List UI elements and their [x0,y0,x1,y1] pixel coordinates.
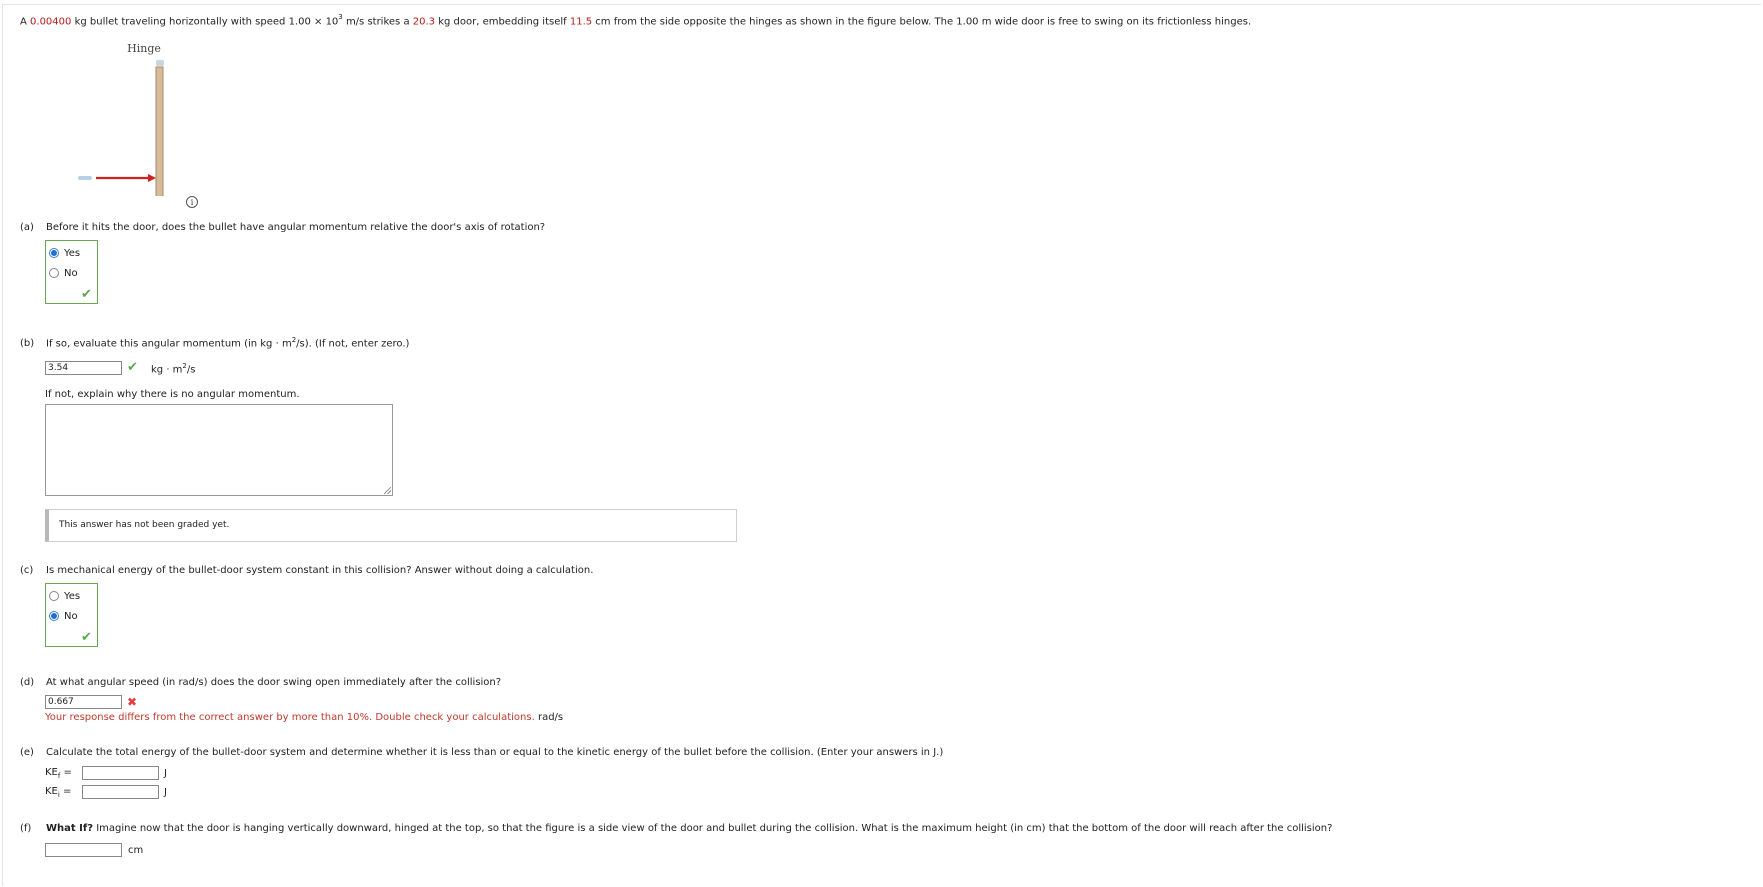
explain-label: If not, explain why there is no angular momentum. [45,389,300,400]
check-icon: ✔ [81,630,92,645]
unit-b: kg · $m^2/s$ [151,362,196,376]
grade-status-box [45,509,737,542]
unit-f: cm [128,845,144,856]
question-b: (b) If so, evaluate this angular momentum (in kg · $m^2/s$). (If not, enter zero.) [20,336,410,350]
option-c-yes: Yes [64,591,81,602]
resize-grip-icon[interactable] [384,487,391,494]
unit-kei: J [164,787,167,798]
question-c: (c) Is mechanical energy of the bullet-door system constant in this collision? Answer without doing a calculation. [20,565,594,576]
door [156,67,163,196]
radio-c-no[interactable] [49,611,59,621]
unit-kef: J [164,768,167,779]
radio-a-yes[interactable] [49,248,59,258]
bullet-icon [78,176,92,180]
kef-input[interactable] [82,766,159,780]
radio-c-yes[interactable] [49,591,59,601]
answer-box-a [45,240,98,304]
door-mass: 20.3 [412,16,436,28]
embed-distance: 11.5 [569,16,593,28]
angular-speed-input[interactable]: 0.667 [45,695,122,709]
radio-a-no[interactable] [49,268,59,278]
kei-label: $KE_i$ = [45,786,72,799]
hinge-label: Hinge [127,42,161,55]
question-d: (d) At what angular speed (in rad/s) does the door swing open immediately after the collision? [20,677,502,688]
option-a-no: No [64,268,78,279]
angular-momentum-input[interactable]: 3.54 [45,361,122,375]
option-c-no: No [64,611,78,622]
max-height-input[interactable] [45,843,122,857]
option-a-yes: Yes [64,248,81,259]
explanation-textarea[interactable] [45,404,393,496]
kei-input[interactable] [82,785,159,799]
question-f: (f) What If? Imagine now that the door is hanging vertically downward, hinged at the top, so that the figure is a side view of the door and bullet during the collision. What is the maximum height (in cm) that the bottom of the door will reach after the collision? [20,823,1333,834]
question-a: (a) Before it hits the door, does the bullet have angular momentum relative the door's axis of rotation? [20,222,546,233]
error-message: Your response differs from the correct answer by more than 10%. Double check your calculations. [45,712,535,723]
svg-text:i: i [190,198,194,207]
check-icon: ✔ [127,360,138,375]
bullet-mass: 0.00400 [30,16,72,28]
unit-d: rad/s [537,712,564,723]
kef-label: $KE_f$ = [45,767,72,780]
problem-statement: A 0.00400 kg bullet traveling horizontally with speed $1.00 \times 10^3$ m/s strikes a 20.3 kg door, embedding itself 11.5 cm from the side opposite the hinges as shown in the figure below. The 1.00 m wide door is free to swing on its frictionless hinges. [20,13,1252,28]
what-if-label: What If? [46,823,94,834]
door-figure [60,36,200,196]
grade-note: This answer has not been graded yet. [59,520,230,530]
check-icon: ✔ [81,287,92,302]
incorrect-icon: ✖ [127,695,138,709]
info-icon[interactable] [185,195,199,209]
hinge-icon [156,60,164,66]
answer-box-c [45,583,98,647]
question-e: (e) Calculate the total energy of the bullet-door system and determine whether it is less than or equal to the kinetic energy of the bullet before the collision. (Enter your answers in J.) [20,747,944,758]
feedback-d [45,712,563,723]
